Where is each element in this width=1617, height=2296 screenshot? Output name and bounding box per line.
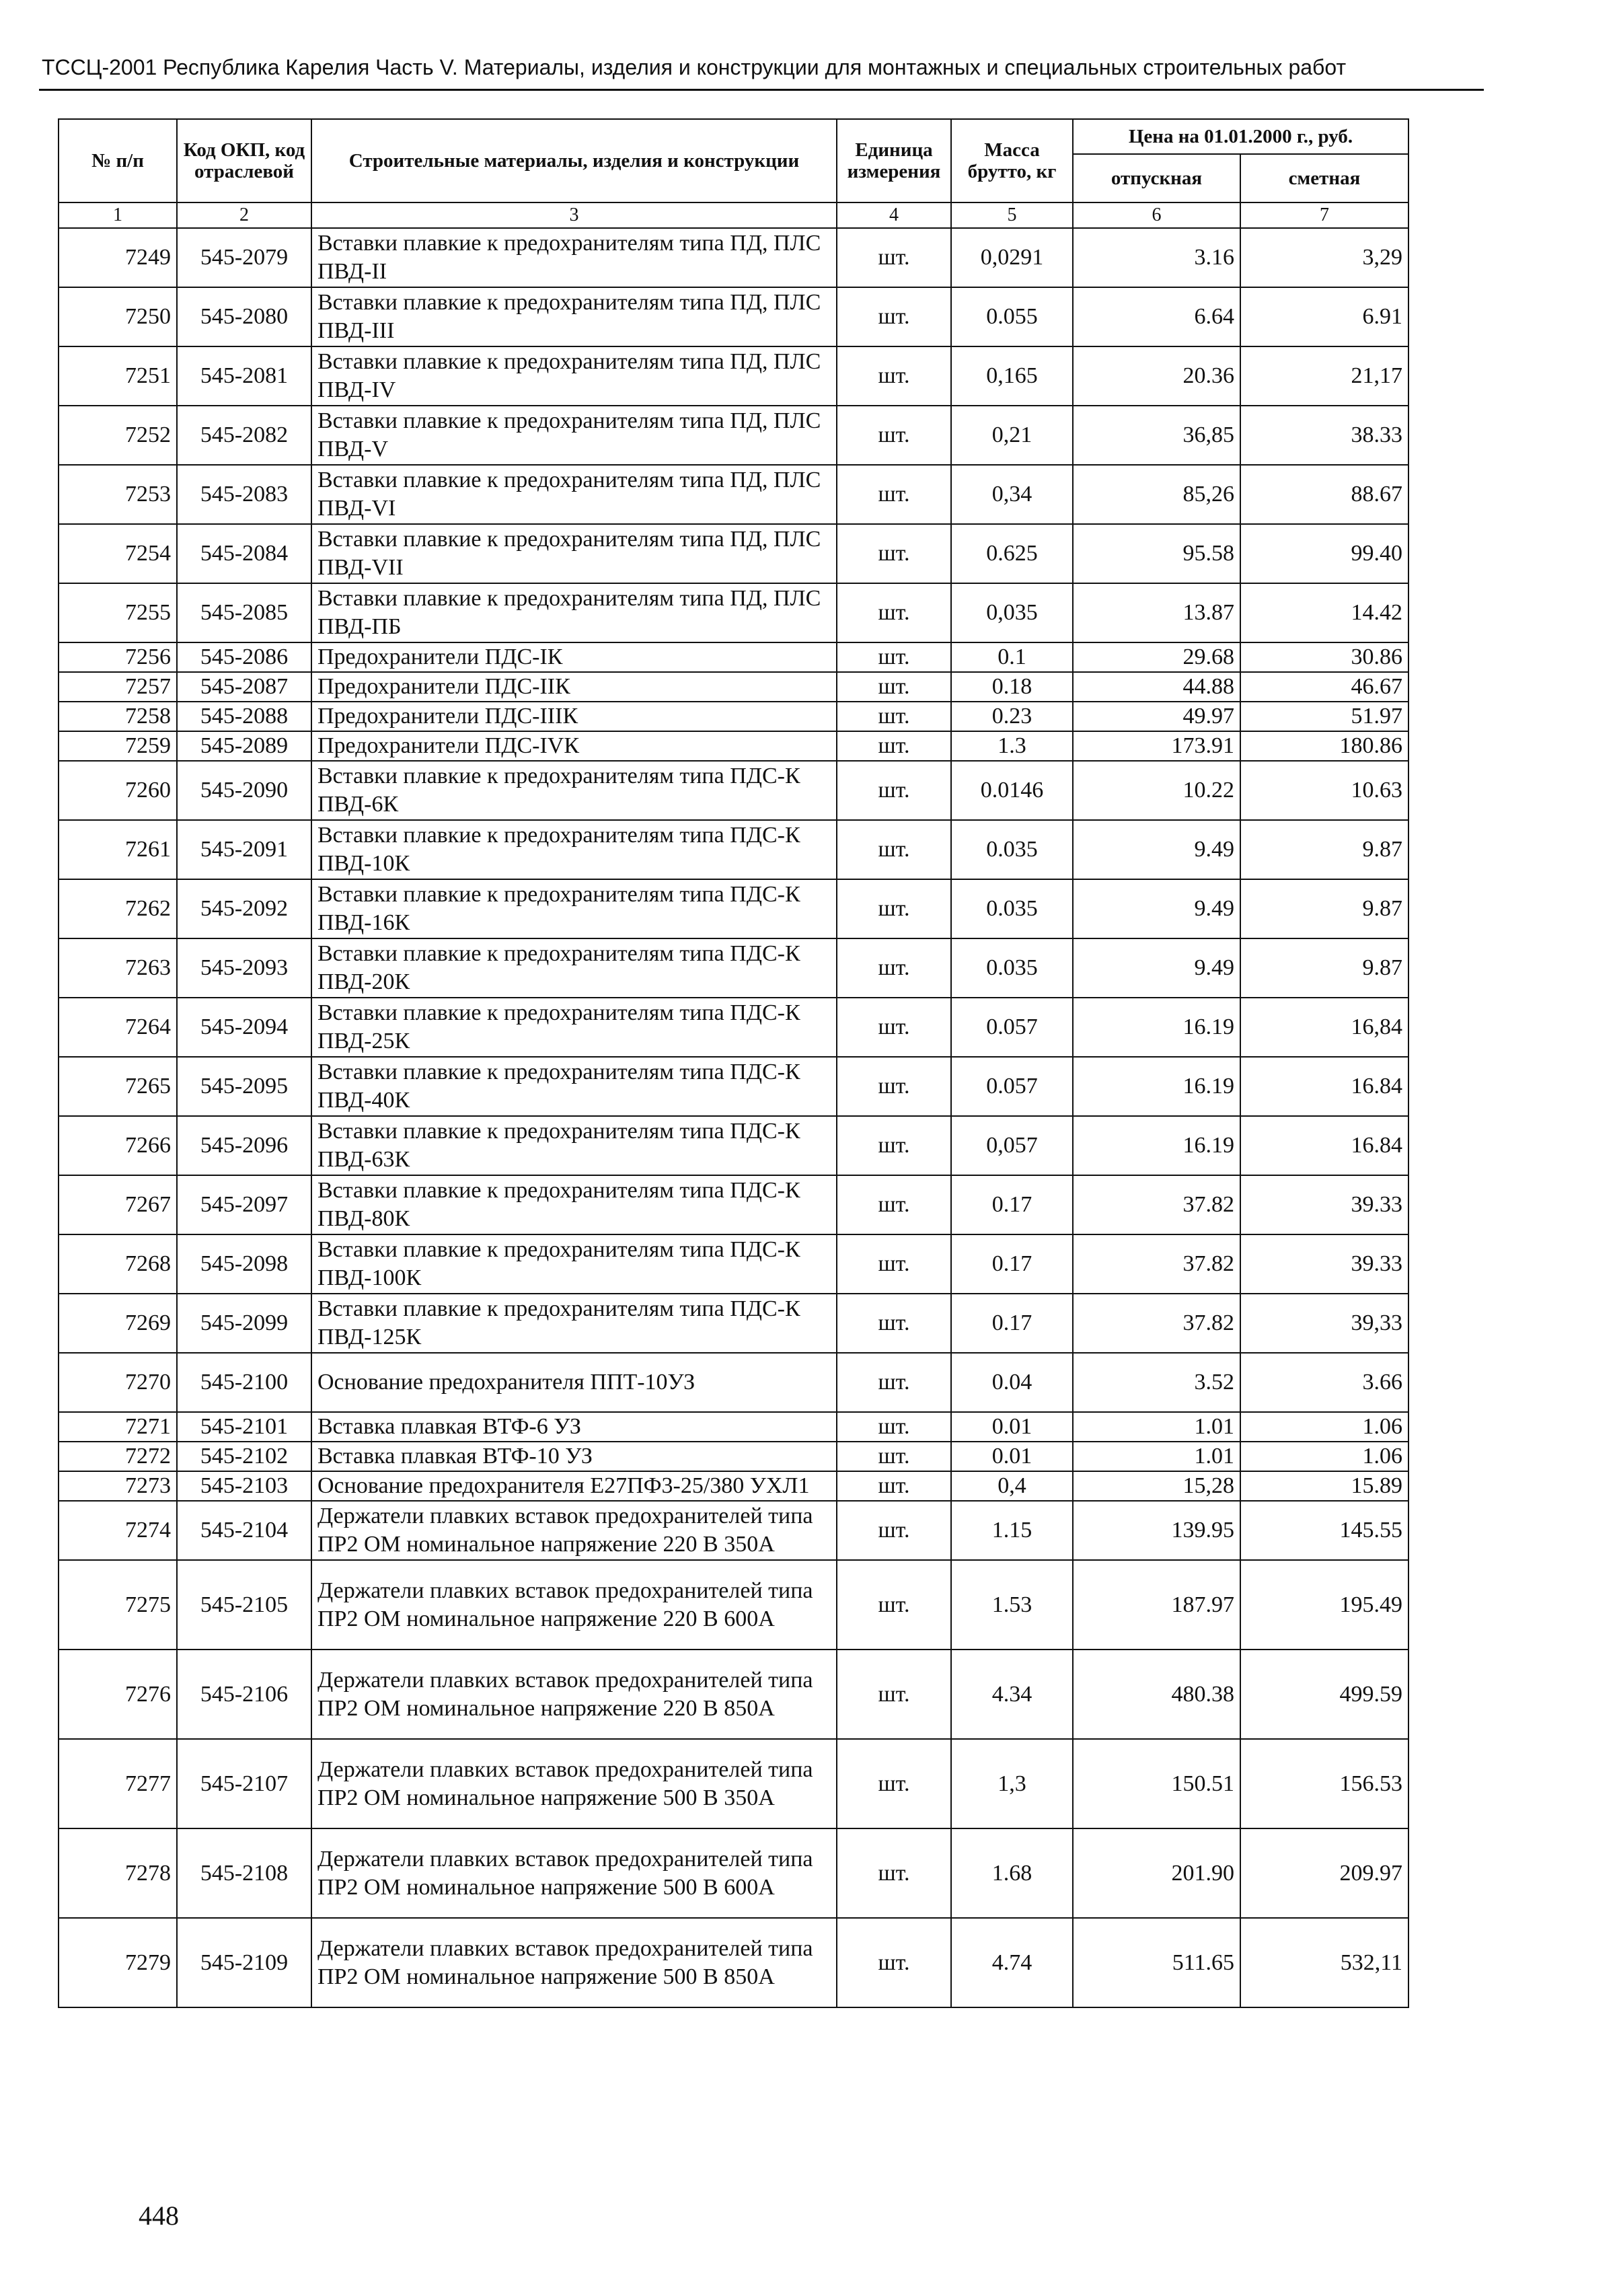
row-unit: шт.: [837, 287, 951, 346]
row-price-release: 29.68: [1073, 642, 1240, 672]
row-code: 545-2106: [177, 1650, 311, 1739]
row-code: 545-2092: [177, 879, 311, 938]
row-number: 7263: [59, 938, 177, 998]
row-price-release: 85,26: [1073, 465, 1240, 524]
row-name: Вставки плавкие к предохранителям типа ПДС-К ПВД-125К: [311, 1294, 837, 1353]
row-number: 7270: [59, 1353, 177, 1412]
table-row: [59, 820, 1408, 879]
col-header-code: Код ОКП, код отраслевой: [177, 119, 311, 202]
row-code: 545-2086: [177, 642, 311, 672]
row-code: 545-2084: [177, 524, 311, 583]
table-row: [59, 583, 1408, 642]
row-price-release: 13.87: [1073, 583, 1240, 642]
row-price-estimate: 10.63: [1240, 761, 1408, 820]
table-row: [59, 1057, 1408, 1116]
table-row: [59, 1501, 1408, 1560]
col-header-num: № п/п: [59, 119, 177, 202]
row-unit: шт.: [837, 820, 951, 879]
row-price-estimate: 99.40: [1240, 524, 1408, 583]
table-body: [59, 228, 1408, 2007]
row-mass: 0,4: [951, 1471, 1073, 1501]
row-mass: 0.625: [951, 524, 1073, 583]
row-price-estimate: 499.59: [1240, 1650, 1408, 1739]
row-number: 7251: [59, 346, 177, 406]
table-row: [59, 524, 1408, 583]
row-unit: шт.: [837, 672, 951, 702]
row-unit: шт.: [837, 406, 951, 465]
row-mass: 0.035: [951, 820, 1073, 879]
row-code: 545-2099: [177, 1294, 311, 1353]
row-code: 545-2083: [177, 465, 311, 524]
row-mass: 0.0146: [951, 761, 1073, 820]
column-number: 2: [177, 202, 311, 228]
row-price-release: 37.82: [1073, 1294, 1240, 1353]
row-code: 545-2102: [177, 1442, 311, 1471]
row-code: 545-2105: [177, 1560, 311, 1650]
row-name: Держатели плавких вставок предохранителей типа ПР2 ОМ номинальное напряжение 220 В 350А: [311, 1501, 837, 1560]
row-mass: 0.035: [951, 879, 1073, 938]
table-row: [59, 1471, 1408, 1501]
row-name: Предохранители ПДС-IК: [311, 642, 837, 672]
table-row: [59, 672, 1408, 702]
row-unit: шт.: [837, 1057, 951, 1116]
table-row: [59, 938, 1408, 998]
table-row: [59, 406, 1408, 465]
row-code: 545-2087: [177, 672, 311, 702]
row-price-estimate: 39.33: [1240, 1234, 1408, 1294]
table-row: [59, 1234, 1408, 1294]
row-code: 545-2094: [177, 998, 311, 1057]
col-header-price-release: отпускная: [1073, 154, 1240, 202]
row-mass: 0,035: [951, 583, 1073, 642]
row-number: 7275: [59, 1560, 177, 1650]
table-row: [59, 1353, 1408, 1412]
row-price-release: 139.95: [1073, 1501, 1240, 1560]
row-number: 7258: [59, 702, 177, 731]
row-code: 545-2104: [177, 1501, 311, 1560]
row-price-release: 16.19: [1073, 1116, 1240, 1175]
row-mass: 0,165: [951, 346, 1073, 406]
row-code: 545-2082: [177, 406, 311, 465]
materials-price-table: [58, 118, 1409, 2008]
row-price-release: 6.64: [1073, 287, 1240, 346]
row-number: 7262: [59, 879, 177, 938]
row-name: Вставки плавкие к предохранителям типа ПД, ПЛС ПВД-IV: [311, 346, 837, 406]
row-code: 545-2100: [177, 1353, 311, 1412]
row-mass: 0.055: [951, 287, 1073, 346]
row-unit: шт.: [837, 1116, 951, 1175]
row-number: 7273: [59, 1471, 177, 1501]
row-number: 7260: [59, 761, 177, 820]
table-row: [59, 761, 1408, 820]
row-unit: шт.: [837, 1471, 951, 1501]
row-mass: 0.17: [951, 1234, 1073, 1294]
row-mass: 1,3: [951, 1739, 1073, 1828]
row-number: 7256: [59, 642, 177, 672]
row-price-release: 9.49: [1073, 879, 1240, 938]
row-number: 7257: [59, 672, 177, 702]
row-code: 545-2088: [177, 702, 311, 731]
row-unit: шт.: [837, 1650, 951, 1739]
table-row: [59, 1294, 1408, 1353]
row-number: 7267: [59, 1175, 177, 1234]
row-name: Вставки плавкие к предохранителям типа ПДС-К ПВД-40К: [311, 1057, 837, 1116]
running-header: ТССЦ-2001 Республика Карелия Часть V. Материалы, изделия и конструкции для монтажных и специальных строительных работ: [42, 55, 1347, 79]
row-code: 545-2079: [177, 228, 311, 287]
row-name: Вставки плавкие к предохранителям типа ПДС-К ПВД-20К: [311, 938, 837, 998]
row-number: 7255: [59, 583, 177, 642]
table-row: [59, 879, 1408, 938]
table-row: [59, 1918, 1408, 2007]
column-number: 4: [837, 202, 951, 228]
row-price-release: 95.58: [1073, 524, 1240, 583]
row-unit: шт.: [837, 1828, 951, 1918]
row-mass: 0.17: [951, 1175, 1073, 1234]
table-row: [59, 1739, 1408, 1828]
row-code: 545-2101: [177, 1412, 311, 1442]
row-number: 7266: [59, 1116, 177, 1175]
row-name: Вставки плавкие к предохранителям типа ПД, ПЛС ПВД-V: [311, 406, 837, 465]
row-code: 545-2091: [177, 820, 311, 879]
row-price-estimate: 15.89: [1240, 1471, 1408, 1501]
row-name: Вставки плавкие к предохранителям типа ПД, ПЛС ПВД-ПБ: [311, 583, 837, 642]
row-mass: 0,0291: [951, 228, 1073, 287]
row-name: Предохранители ПДС-IVК: [311, 731, 837, 761]
row-name: Держатели плавких вставок предохранителей типа ПР2 ОМ номинальное напряжение 500 В 850А: [311, 1918, 837, 2007]
row-price-estimate: 209.97: [1240, 1828, 1408, 1918]
column-number: 1: [59, 202, 177, 228]
row-unit: шт.: [837, 1353, 951, 1412]
row-price-estimate: 16,84: [1240, 998, 1408, 1057]
row-price-estimate: 9.87: [1240, 938, 1408, 998]
row-unit: шт.: [837, 879, 951, 938]
row-price-release: 1.01: [1073, 1442, 1240, 1471]
row-name: Вставки плавкие к предохранителям типа ПДС-К ПВД-100К: [311, 1234, 837, 1294]
row-number: 7272: [59, 1442, 177, 1471]
row-number: 7279: [59, 1918, 177, 2007]
row-code: 545-2109: [177, 1918, 311, 2007]
row-price-estimate: 51.97: [1240, 702, 1408, 731]
table-row: [59, 346, 1408, 406]
row-price-estimate: 30.86: [1240, 642, 1408, 672]
column-number: 5: [951, 202, 1073, 228]
row-mass: 1.68: [951, 1828, 1073, 1918]
row-code: 545-2081: [177, 346, 311, 406]
table-row: [59, 1412, 1408, 1442]
row-name: Вставки плавкие к предохранителям типа ПДС-К ПВД-10К: [311, 820, 837, 879]
table-row: [59, 465, 1408, 524]
row-price-estimate: 16.84: [1240, 1057, 1408, 1116]
table-row: [59, 702, 1408, 731]
row-price-estimate: 195.49: [1240, 1560, 1408, 1650]
row-code: 545-2093: [177, 938, 311, 998]
row-price-estimate: 16.84: [1240, 1116, 1408, 1175]
row-unit: шт.: [837, 1412, 951, 1442]
row-mass: 1.15: [951, 1501, 1073, 1560]
row-price-release: 20.36: [1073, 346, 1240, 406]
row-code: 545-2080: [177, 287, 311, 346]
row-code: 545-2107: [177, 1739, 311, 1828]
row-unit: шт.: [837, 761, 951, 820]
table-row: [59, 1828, 1408, 1918]
table-row: [59, 1560, 1408, 1650]
row-number: 7249: [59, 228, 177, 287]
row-number: 7254: [59, 524, 177, 583]
row-price-estimate: 532,11: [1240, 1918, 1408, 2007]
row-unit: шт.: [837, 1442, 951, 1471]
column-number: 3: [311, 202, 837, 228]
row-mass: 0.035: [951, 938, 1073, 998]
row-price-release: 36,85: [1073, 406, 1240, 465]
row-number: 7268: [59, 1234, 177, 1294]
col-header-unit: Единица измерения: [837, 119, 951, 202]
row-number: 7265: [59, 1057, 177, 1116]
row-number: 7278: [59, 1828, 177, 1918]
table-row: [59, 1116, 1408, 1175]
row-number: 7277: [59, 1739, 177, 1828]
table-row: [59, 731, 1408, 761]
col-header-price-group: Цена на 01.01.2000 г., руб.: [1073, 119, 1408, 154]
row-code: 545-2095: [177, 1057, 311, 1116]
row-unit: шт.: [837, 524, 951, 583]
row-price-estimate: 1.06: [1240, 1442, 1408, 1471]
row-price-estimate: 38.33: [1240, 406, 1408, 465]
row-name: Вставки плавкие к предохранителям типа ПДС-К ПВД-16К: [311, 879, 837, 938]
row-unit: шт.: [837, 1294, 951, 1353]
row-unit: шт.: [837, 1501, 951, 1560]
row-unit: шт.: [837, 465, 951, 524]
row-name: Вставка плавкая ВТФ-10 УЗ: [311, 1442, 837, 1471]
row-name: Вставки плавкие к предохранителям типа ПД, ПЛС ПВД-VI: [311, 465, 837, 524]
row-unit: шт.: [837, 346, 951, 406]
row-price-estimate: 21,17: [1240, 346, 1408, 406]
row-price-release: 3.52: [1073, 1353, 1240, 1412]
row-price-estimate: 39.33: [1240, 1175, 1408, 1234]
row-price-estimate: 14.42: [1240, 583, 1408, 642]
row-mass: 0.04: [951, 1353, 1073, 1412]
row-name: Держатели плавких вставок предохранителей типа ПР2 ОМ номинальное напряжение 220 В 600А: [311, 1560, 837, 1650]
row-mass: 0,057: [951, 1116, 1073, 1175]
row-price-estimate: 9.87: [1240, 879, 1408, 938]
row-code: 545-2089: [177, 731, 311, 761]
row-number: 7274: [59, 1501, 177, 1560]
row-code: 545-2108: [177, 1828, 311, 1918]
row-mass: 0.057: [951, 998, 1073, 1057]
row-price-estimate: 6.91: [1240, 287, 1408, 346]
row-unit: шт.: [837, 938, 951, 998]
row-mass: 4.74: [951, 1918, 1073, 2007]
row-name: Держатели плавких вставок предохранителей типа ПР2 ОМ номинальное напряжение 220 В 850А: [311, 1650, 837, 1739]
row-unit: шт.: [837, 642, 951, 672]
row-mass: 0.23: [951, 702, 1073, 731]
row-price-estimate: 3,29: [1240, 228, 1408, 287]
column-number: 7: [1240, 202, 1408, 228]
column-number: 6: [1073, 202, 1240, 228]
row-mass: 0,21: [951, 406, 1073, 465]
row-price-estimate: 156.53: [1240, 1739, 1408, 1828]
page-number: 448: [139, 2200, 179, 2231]
row-name: Держатели плавких вставок предохранителей типа ПР2 ОМ номинальное напряжение 500 В 350А: [311, 1739, 837, 1828]
row-price-estimate: 9.87: [1240, 820, 1408, 879]
col-header-name: Строительные материалы, изделия и конструкции: [311, 119, 837, 202]
row-price-release: 15,28: [1073, 1471, 1240, 1501]
row-unit: шт.: [837, 1560, 951, 1650]
row-price-release: 37.82: [1073, 1234, 1240, 1294]
row-price-estimate: 46.67: [1240, 672, 1408, 702]
row-name: Вставки плавкие к предохранителям типа ПД, ПЛС ПВД-VII: [311, 524, 837, 583]
table-row: [59, 1650, 1408, 1739]
row-price-release: 44.88: [1073, 672, 1240, 702]
row-number: 7253: [59, 465, 177, 524]
table-row: [59, 1442, 1408, 1471]
row-unit: шт.: [837, 583, 951, 642]
row-name: Вставки плавкие к предохранителям типа ПДС-К ПВД-63К: [311, 1116, 837, 1175]
row-code: 545-2098: [177, 1234, 311, 1294]
row-mass: 0.17: [951, 1294, 1073, 1353]
row-name: Основание предохранителя ППТ-10УЗ: [311, 1353, 837, 1412]
row-mass: 0.057: [951, 1057, 1073, 1116]
row-unit: шт.: [837, 1739, 951, 1828]
row-number: 7276: [59, 1650, 177, 1739]
row-code: 545-2097: [177, 1175, 311, 1234]
row-mass: 0.01: [951, 1412, 1073, 1442]
row-price-release: 9.49: [1073, 820, 1240, 879]
row-number: 7271: [59, 1412, 177, 1442]
row-price-release: 1.01: [1073, 1412, 1240, 1442]
row-price-release: 10.22: [1073, 761, 1240, 820]
row-unit: шт.: [837, 1175, 951, 1234]
table-row: [59, 287, 1408, 346]
row-code: 545-2090: [177, 761, 311, 820]
row-price-release: 480.38: [1073, 1650, 1240, 1739]
col-header-price-estimate: сметная: [1240, 154, 1408, 202]
row-mass: 1.53: [951, 1560, 1073, 1650]
row-name: Основание предохранителя Е27ПФ3-25/380 УХЛ1: [311, 1471, 837, 1501]
row-price-release: 3.16: [1073, 228, 1240, 287]
row-price-estimate: 3.66: [1240, 1353, 1408, 1412]
row-mass: 4.34: [951, 1650, 1073, 1739]
row-number: 7261: [59, 820, 177, 879]
header-divider: [39, 89, 1484, 91]
col-header-mass: Масса брутто, кг: [951, 119, 1073, 202]
row-price-release: 37.82: [1073, 1175, 1240, 1234]
row-number: 7269: [59, 1294, 177, 1353]
row-price-release: 187.97: [1073, 1560, 1240, 1650]
row-price-release: 49.97: [1073, 702, 1240, 731]
row-price-estimate: 180.86: [1240, 731, 1408, 761]
row-name: Вставка плавкая ВТФ-6 УЗ: [311, 1412, 837, 1442]
row-name: Вставки плавкие к предохранителям типа ПДС-К ПВД-25К: [311, 998, 837, 1057]
row-number: 7252: [59, 406, 177, 465]
row-name: Предохранители ПДС-IIК: [311, 672, 837, 702]
row-price-estimate: 145.55: [1240, 1501, 1408, 1560]
row-price-estimate: 1.06: [1240, 1412, 1408, 1442]
row-price-estimate: 39,33: [1240, 1294, 1408, 1353]
row-unit: шт.: [837, 998, 951, 1057]
table-row: [59, 642, 1408, 672]
row-unit: шт.: [837, 702, 951, 731]
row-code: 545-2085: [177, 583, 311, 642]
row-name: Держатели плавких вставок предохранителей типа ПР2 ОМ номинальное напряжение 500 В 600А: [311, 1828, 837, 1918]
row-price-release: 16.19: [1073, 998, 1240, 1057]
row-number: 7264: [59, 998, 177, 1057]
row-unit: шт.: [837, 228, 951, 287]
row-number: 7259: [59, 731, 177, 761]
table-row: [59, 228, 1408, 287]
row-price-estimate: 88.67: [1240, 465, 1408, 524]
row-code: 545-2096: [177, 1116, 311, 1175]
row-price-release: 150.51: [1073, 1739, 1240, 1828]
table-row: [59, 998, 1408, 1057]
row-mass: 0.18: [951, 672, 1073, 702]
row-unit: шт.: [837, 1234, 951, 1294]
row-price-release: 16.19: [1073, 1057, 1240, 1116]
row-name: Вставки плавкие к предохранителям типа ПДС-К ПВД-6К: [311, 761, 837, 820]
row-unit: шт.: [837, 731, 951, 761]
table-row: [59, 1175, 1408, 1234]
row-name: Вставки плавкие к предохранителям типа ПД, ПЛС ПВД-II: [311, 228, 837, 287]
row-mass: 0.01: [951, 1442, 1073, 1471]
row-price-release: 173.91: [1073, 731, 1240, 761]
row-unit: шт.: [837, 1918, 951, 2007]
row-price-release: 201.90: [1073, 1828, 1240, 1918]
row-name: Вставки плавкие к предохранителям типа ПДС-К ПВД-80К: [311, 1175, 837, 1234]
row-code: 545-2103: [177, 1471, 311, 1501]
row-price-release: 511.65: [1073, 1918, 1240, 2007]
column-number-row: [59, 202, 1408, 228]
row-mass: 0.1: [951, 642, 1073, 672]
row-mass: 0,34: [951, 465, 1073, 524]
row-number: 7250: [59, 287, 177, 346]
row-name: Вставки плавкие к предохранителям типа ПД, ПЛС ПВД-III: [311, 287, 837, 346]
row-name: Предохранители ПДС-IIIК: [311, 702, 837, 731]
row-price-release: 9.49: [1073, 938, 1240, 998]
row-mass: 1.3: [951, 731, 1073, 761]
